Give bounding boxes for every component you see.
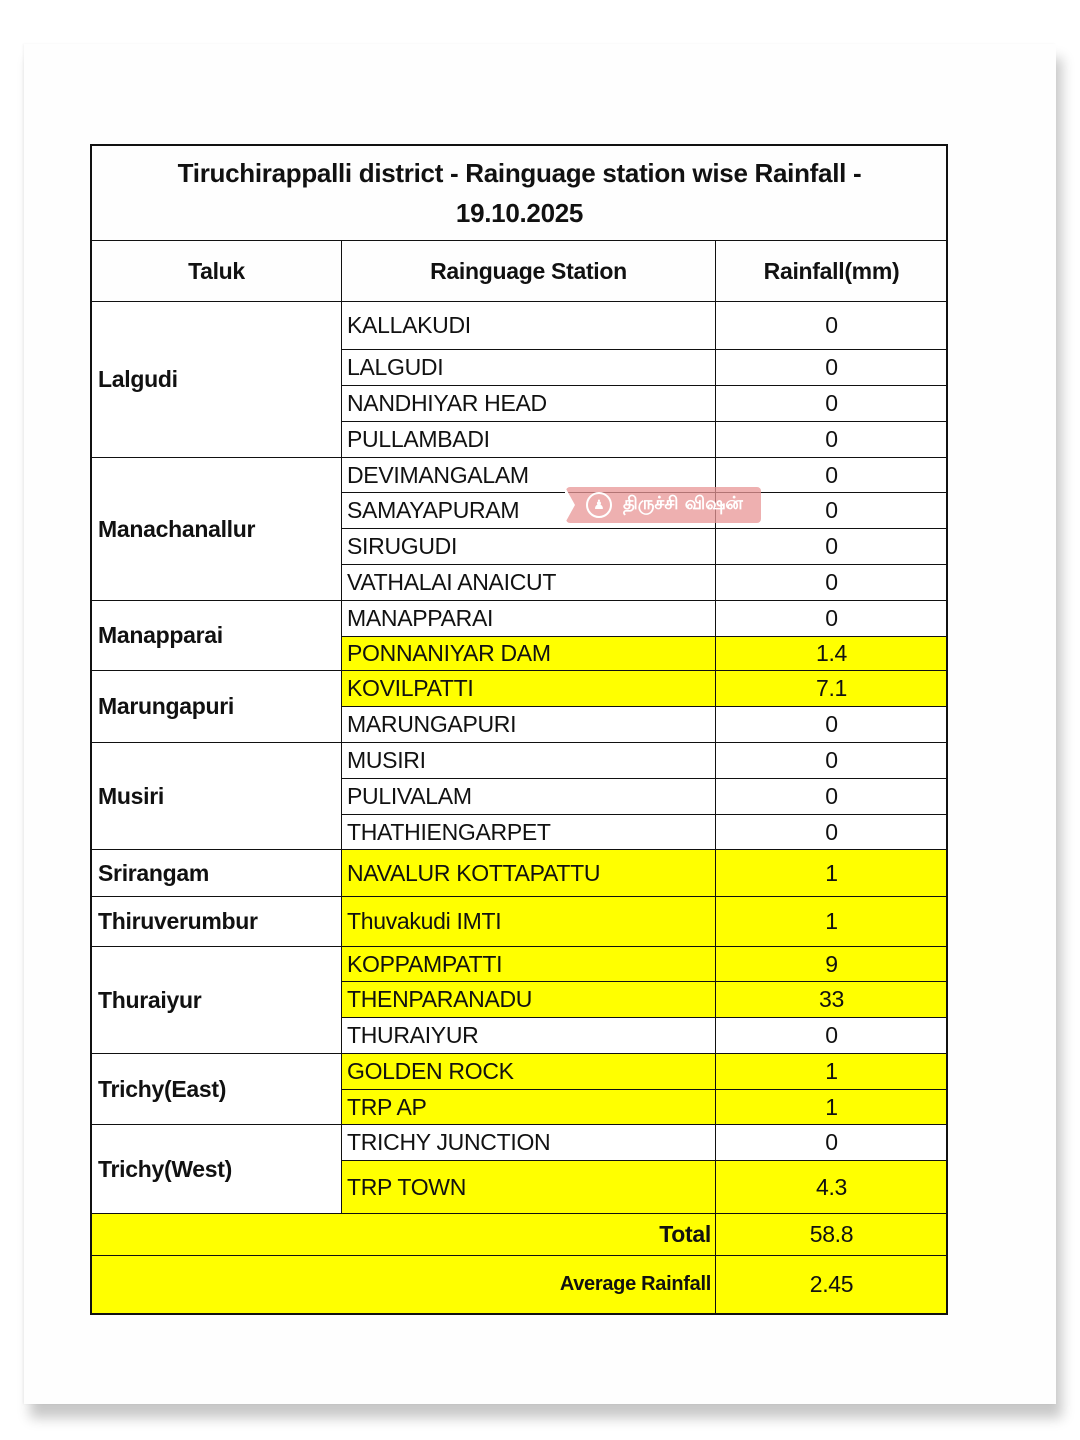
total-value: 58.8 (715, 1213, 948, 1256)
rainfall-cell: 0 (715, 492, 948, 529)
average-label: Average Rainfall (91, 1255, 716, 1314)
watermark-text: திருச்சி விஷன் (623, 493, 743, 514)
taluk-cell: Thiruverumbur (91, 896, 342, 947)
station-cell-highlighted: GOLDEN ROCK (341, 1053, 716, 1090)
rainfall-cell: 0 (715, 742, 948, 779)
station-cell: MANAPPARAI (341, 600, 716, 637)
rainfall-cell: 0 (715, 1017, 948, 1054)
watermark-arrow-icon (565, 487, 575, 523)
taluk-cell: Manapparai (91, 600, 342, 671)
taluk-cell: Srirangam (91, 849, 342, 897)
taluk-cell: Lalgudi (91, 301, 342, 458)
rainfall-cell-highlighted: 1.4 (715, 636, 948, 671)
station-cell-highlighted: Thuvakudi IMTI (341, 896, 716, 947)
station-cell: NANDHIYAR HEAD (341, 385, 716, 422)
rainfall-cell: 0 (715, 564, 948, 601)
station-cell: THATHIENGARPET (341, 814, 716, 850)
rainfall-cell-highlighted: 1 (715, 1089, 948, 1125)
header-rainfall: Rainfall(mm) (715, 240, 948, 302)
rainfall-cell: 0 (715, 349, 948, 386)
taluk-cell: Trichy(East) (91, 1053, 342, 1125)
rainfall-cell: 0 (715, 301, 948, 350)
station-cell: DEVIMANGALAM (341, 457, 716, 493)
taluk-cell: Trichy(West) (91, 1124, 342, 1214)
station-cell: PULIVALAM (341, 778, 716, 815)
header-station: Rainguage Station (341, 240, 716, 302)
rainfall-cell: 0 (715, 600, 948, 637)
rainfall-cell-highlighted: 33 (715, 981, 948, 1018)
rainfall-cell: 0 (715, 385, 948, 422)
rainfall-cell-highlighted: 7.1 (715, 670, 948, 707)
station-cell-highlighted: TRP TOWN (341, 1160, 716, 1214)
station-cell: VATHALAI ANAICUT (341, 564, 716, 601)
total-label: Total (91, 1213, 716, 1256)
watermark (566, 487, 761, 523)
station-cell-highlighted: THENPARANADU (341, 981, 716, 1018)
rainfall-cell: 0 (715, 1124, 948, 1161)
rainfall-cell-highlighted: 1 (715, 1053, 948, 1090)
average-value: 2.45 (715, 1255, 948, 1314)
rainfall-cell-highlighted: 1 (715, 896, 948, 947)
station-cell: SAMAYAPURAM (341, 492, 716, 529)
station-cell: TRICHY JUNCTION (341, 1124, 716, 1161)
station-cell: THURAIYUR (341, 1017, 716, 1054)
taluk-cell: Musiri (91, 742, 342, 850)
station-cell: PULLAMBADI (341, 421, 716, 458)
title-date: 19.10.2025 (455, 198, 584, 228)
station-cell-highlighted: KOVILPATTI (341, 670, 716, 707)
rainfall-cell-highlighted: 9 (715, 946, 948, 982)
header-taluk: Taluk (91, 240, 342, 302)
title-line-1: Tiruchirappalli district - Rainguage station wise Rainfall - (177, 158, 862, 188)
rainfall-cell-highlighted: 4.3 (715, 1160, 948, 1214)
station-cell-highlighted: PONNANIYAR DAM (341, 636, 716, 671)
taluk-cell: Manachanallur (91, 457, 342, 601)
table-title (91, 145, 948, 241)
station-cell: KALLAKUDI (341, 301, 716, 350)
station-cell: LALGUDI (341, 349, 716, 386)
station-cell-highlighted: NAVALUR KOTTAPATTU (341, 849, 716, 897)
watermark-logo-icon: ♟ (586, 492, 612, 518)
rainfall-cell: 0 (715, 528, 948, 565)
station-cell-highlighted: KOPPAMPATTI (341, 946, 716, 982)
station-cell: MUSIRI (341, 742, 716, 779)
taluk-cell: Marungapuri (91, 670, 342, 743)
rainfall-cell: 0 (715, 706, 948, 743)
station-cell: SIRUGUDI (341, 528, 716, 565)
station-cell-highlighted: TRP AP (341, 1089, 716, 1125)
taluk-cell: Thuraiyur (91, 946, 342, 1054)
rainfall-cell: 0 (715, 457, 948, 493)
rainfall-cell: 0 (715, 421, 948, 458)
rainfall-cell-highlighted: 1 (715, 849, 948, 897)
station-cell: MARUNGAPURI (341, 706, 716, 743)
rainfall-cell: 0 (715, 778, 948, 815)
rainfall-cell: 0 (715, 814, 948, 850)
